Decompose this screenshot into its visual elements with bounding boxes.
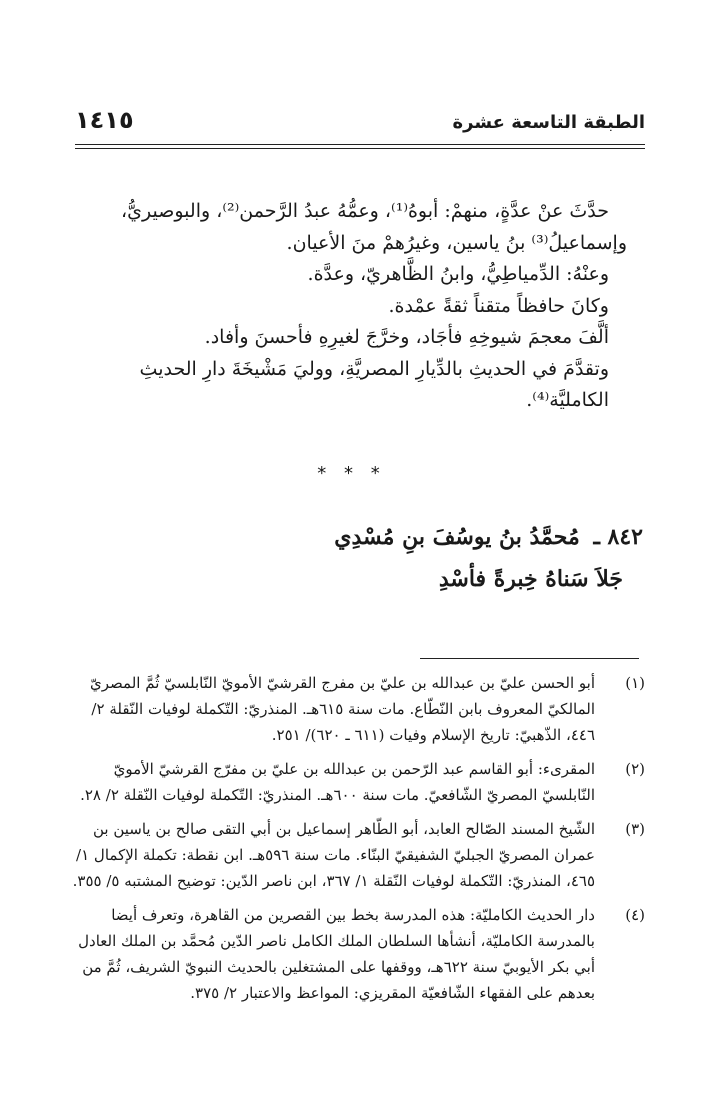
text-line: وإسماعيلُ⁽³⁾ بنُ ياسين، وغيرُهمْ منَ الأعيان.	[286, 231, 627, 254]
footnote	[64, 902, 645, 1006]
footnote-text: دار الحديث الكامليّة: هذه المدرسة بخط بين القصرين من القاهرة، وتعرف أيضا بالمدرسة الكامليّة، أنشأها السلطان الملك الكامل ناصر الدّين مُحمَّد بن الملك العادل أبي بكر الأيوبيّ سنة ٦٢٢هـ، ووقفها على المشتغلين بالحديث النبويّ الشريف، ثُمَّ من بعدهم على الفقهاء الشّافعيّة المقريزي: المواعظ والاعتبار ٢/ ٣٧٥.	[78, 906, 595, 1002]
footnote-number: (٣)	[625, 820, 645, 838]
main-text	[68, 196, 627, 417]
header-rule-thin	[75, 148, 645, 149]
entry-number: ٨٤٢ ـ	[593, 524, 643, 550]
footnote-number: (٢)	[625, 760, 645, 778]
footnote	[64, 756, 645, 808]
page-number: ١٤١٥	[75, 106, 134, 134]
footnote-number: (١)	[625, 674, 645, 692]
header-rule	[75, 144, 645, 145]
footnote-rule	[420, 658, 639, 659]
footnote-text: الشّيخ المسند الصّالح العابد، أبو الطّاهر إسماعيل بن أبي التقى صالح بن ياسين بن عمران المصريّ الجبليّ الشفيقيّ البنّاء. مات سنة ٥٩٦هـ. ابن نقطة: تكملة الإكمال ١/ ٤٦٥، المنذريّ: التّكملة لوفيات النّقلة ١/ ٣٦٧، ابن ناصر الدّين: توضيح المشتبه ٥/ ٣٥٥.	[72, 820, 595, 890]
text-line: وتقدَّمَ في الحديثِ بالدِّيارِ المصريَّةِ، ووليَ مَشْيخَةَ دارِ الحديثِ الكامليَّة⁽⁴⁾.	[139, 357, 609, 411]
section-separator: * * *	[317, 463, 386, 484]
text-line: وكانَ حافظاً متقناً ثقةً عمْدة.	[388, 294, 609, 317]
entry-heading	[334, 524, 643, 550]
page-header	[75, 104, 645, 144]
footnote	[64, 670, 645, 748]
footnotes	[64, 670, 645, 1014]
footnote-text: أبو الحسن عليّ بن عبدالله بن عليّ بن مفرج القرشيّ الأمويّ النّابلسيّ ثُمَّ المصريّ المالكيّ المعروف بابن النّطّاع. مات سنة ٦١٥هـ. المنذريّ: التّكملة لوفيات النّقلة ٢/ ٤٤٦، الذّهبيّ: تاريخ الإسلام وفيات (٦١١ ـ ٦٢٠)/ ٢٥١.	[90, 674, 595, 744]
text-line: حدَّثَ عنْ عدَّةٍ، منهمْ: أبوهُ⁽¹⁾، وعمُّهُ عبدُ الرَّحمن⁽²⁾، والبوصيريُّ،	[121, 200, 609, 222]
entry-subtitle: جَلاَ سَناهُ خِبرةً فأسْدِ	[438, 566, 623, 592]
text-line: وعنْهُ: الدِّمياطِيُّ، وابنُ الظَّاهريّ، وعدَّة.	[307, 263, 609, 285]
section-title: الطبقة التاسعة عشرة	[452, 112, 645, 133]
text-line: ألَّفَ معجمَ شيوخِهِ فأجَاد، وخرَّجَ لغيرِهِ فأحسنَ وأفاد.	[204, 326, 609, 348]
entry-name: مُحمَّدُ بنُ يوسُفَ بنِ مُسْدِي	[334, 524, 580, 550]
footnote-text: المقرىء: أبو القاسم عبد الرّحمن بن عبدالله بن عليّ بن مفرّج القرشيّ الأمويّ النّابلسيّ المصريّ الشّافعيّ. مات سنة ٦٠٠هـ. المنذريّ: التّكملة لوفيات النّقلة ٢/ ٢٨.	[80, 760, 595, 804]
footnote-number: (٤)	[625, 906, 645, 924]
footnote	[64, 816, 645, 894]
